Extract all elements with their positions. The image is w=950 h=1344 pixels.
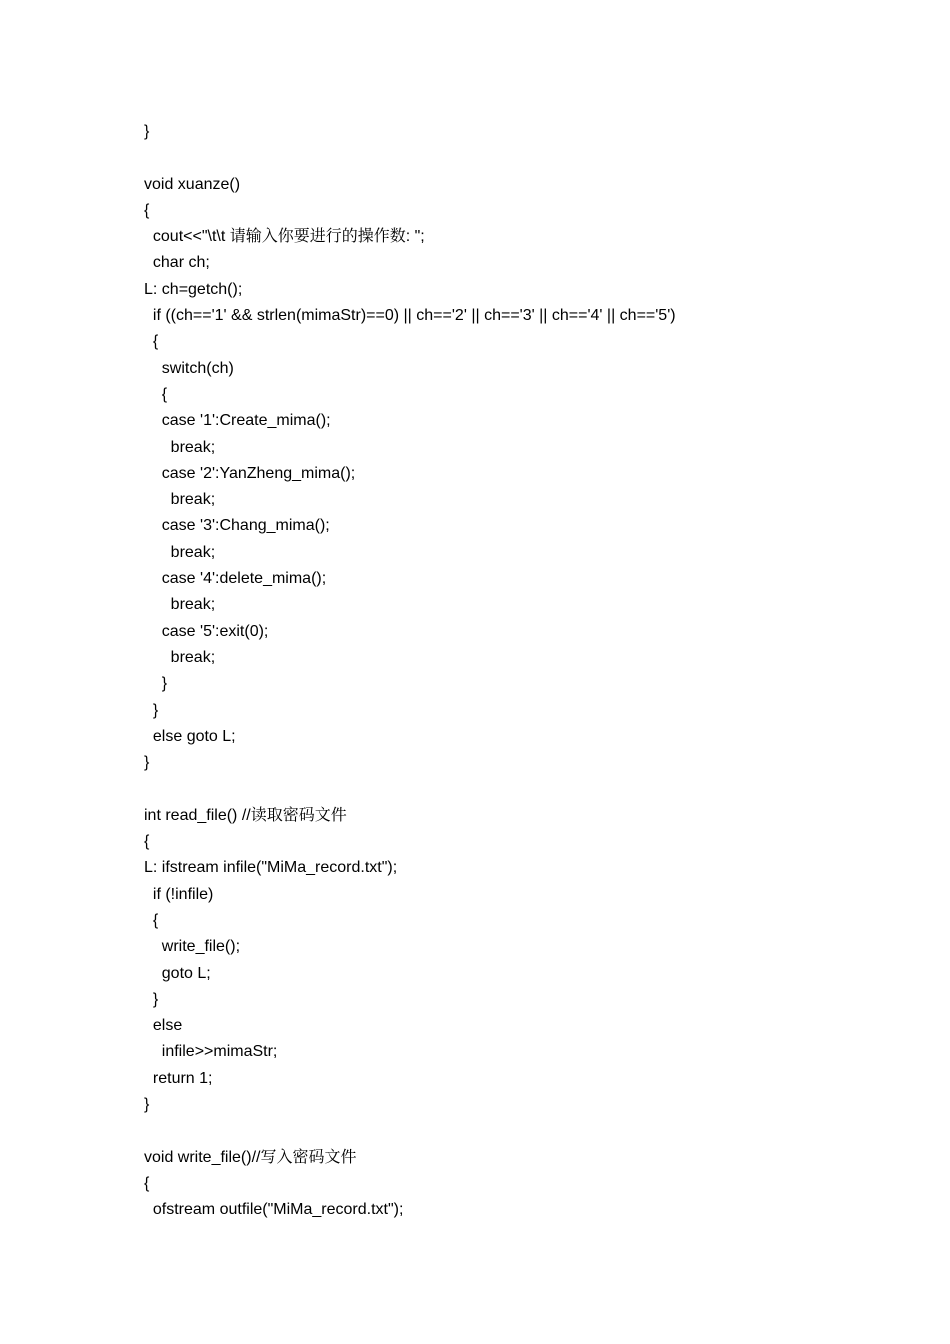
code-line: case '3':Chang_mima(); xyxy=(144,517,330,535)
code-line: { xyxy=(144,385,168,403)
code-line: { xyxy=(144,911,159,929)
code-line: break; xyxy=(144,438,216,456)
code-line: ofstream outfile("MiMa_record.txt"); xyxy=(144,1201,404,1219)
code-line: infile>>mimaStr; xyxy=(144,1043,278,1061)
code-line: if (!infile) xyxy=(144,885,214,903)
code-line: { xyxy=(144,833,150,851)
code-line: case '2':YanZheng_mima(); xyxy=(144,464,356,482)
code-line: char ch; xyxy=(144,254,210,272)
code-line: case '1':Create_mima(); xyxy=(144,412,331,430)
blank-line xyxy=(144,776,676,802)
code-line: L: ch=getch(); xyxy=(144,280,243,298)
code-line: { xyxy=(144,1174,150,1192)
blank-line xyxy=(144,145,676,171)
code-line: { xyxy=(144,201,150,219)
code-line: else xyxy=(144,1017,183,1035)
code-line: L: ifstream infile("MiMa_record.txt"); xyxy=(144,859,398,877)
code-line: switch(ch) xyxy=(144,359,234,377)
code-line: break; xyxy=(144,491,216,509)
code-line: case '5':exit(0); xyxy=(144,622,269,640)
code-line: } xyxy=(144,990,159,1008)
blank-line xyxy=(144,1118,676,1144)
code-line: break; xyxy=(144,648,216,666)
code-line: cout<<"\t\t 请输入你要进行的操作数: "; xyxy=(144,228,425,246)
code-listing xyxy=(144,119,676,1223)
code-line: } xyxy=(144,701,159,719)
code-line: break; xyxy=(144,543,216,561)
code-line: goto L; xyxy=(144,964,211,982)
code-line: } xyxy=(144,675,168,693)
code-line: else goto L; xyxy=(144,727,236,745)
code-line: void xuanze() xyxy=(144,175,241,193)
code-line: write_file(); xyxy=(144,938,241,956)
code-line: int read_file() //读取密码文件 xyxy=(144,806,347,824)
code-line: break; xyxy=(144,596,216,614)
code-line: case '4':delete_mima(); xyxy=(144,570,327,588)
code-line: return 1; xyxy=(144,1069,213,1087)
code-line: { xyxy=(144,333,159,351)
code-line: void write_file()//写入密码文件 xyxy=(144,1148,357,1166)
code-line: if ((ch=='1' && strlen(mimaStr)==0) || ch=='2' || ch=='3' || ch=='4' || ch=='5') xyxy=(144,307,676,325)
code-line: } xyxy=(144,754,150,772)
code-line: } xyxy=(144,1095,150,1113)
code-line: } xyxy=(144,123,150,140)
